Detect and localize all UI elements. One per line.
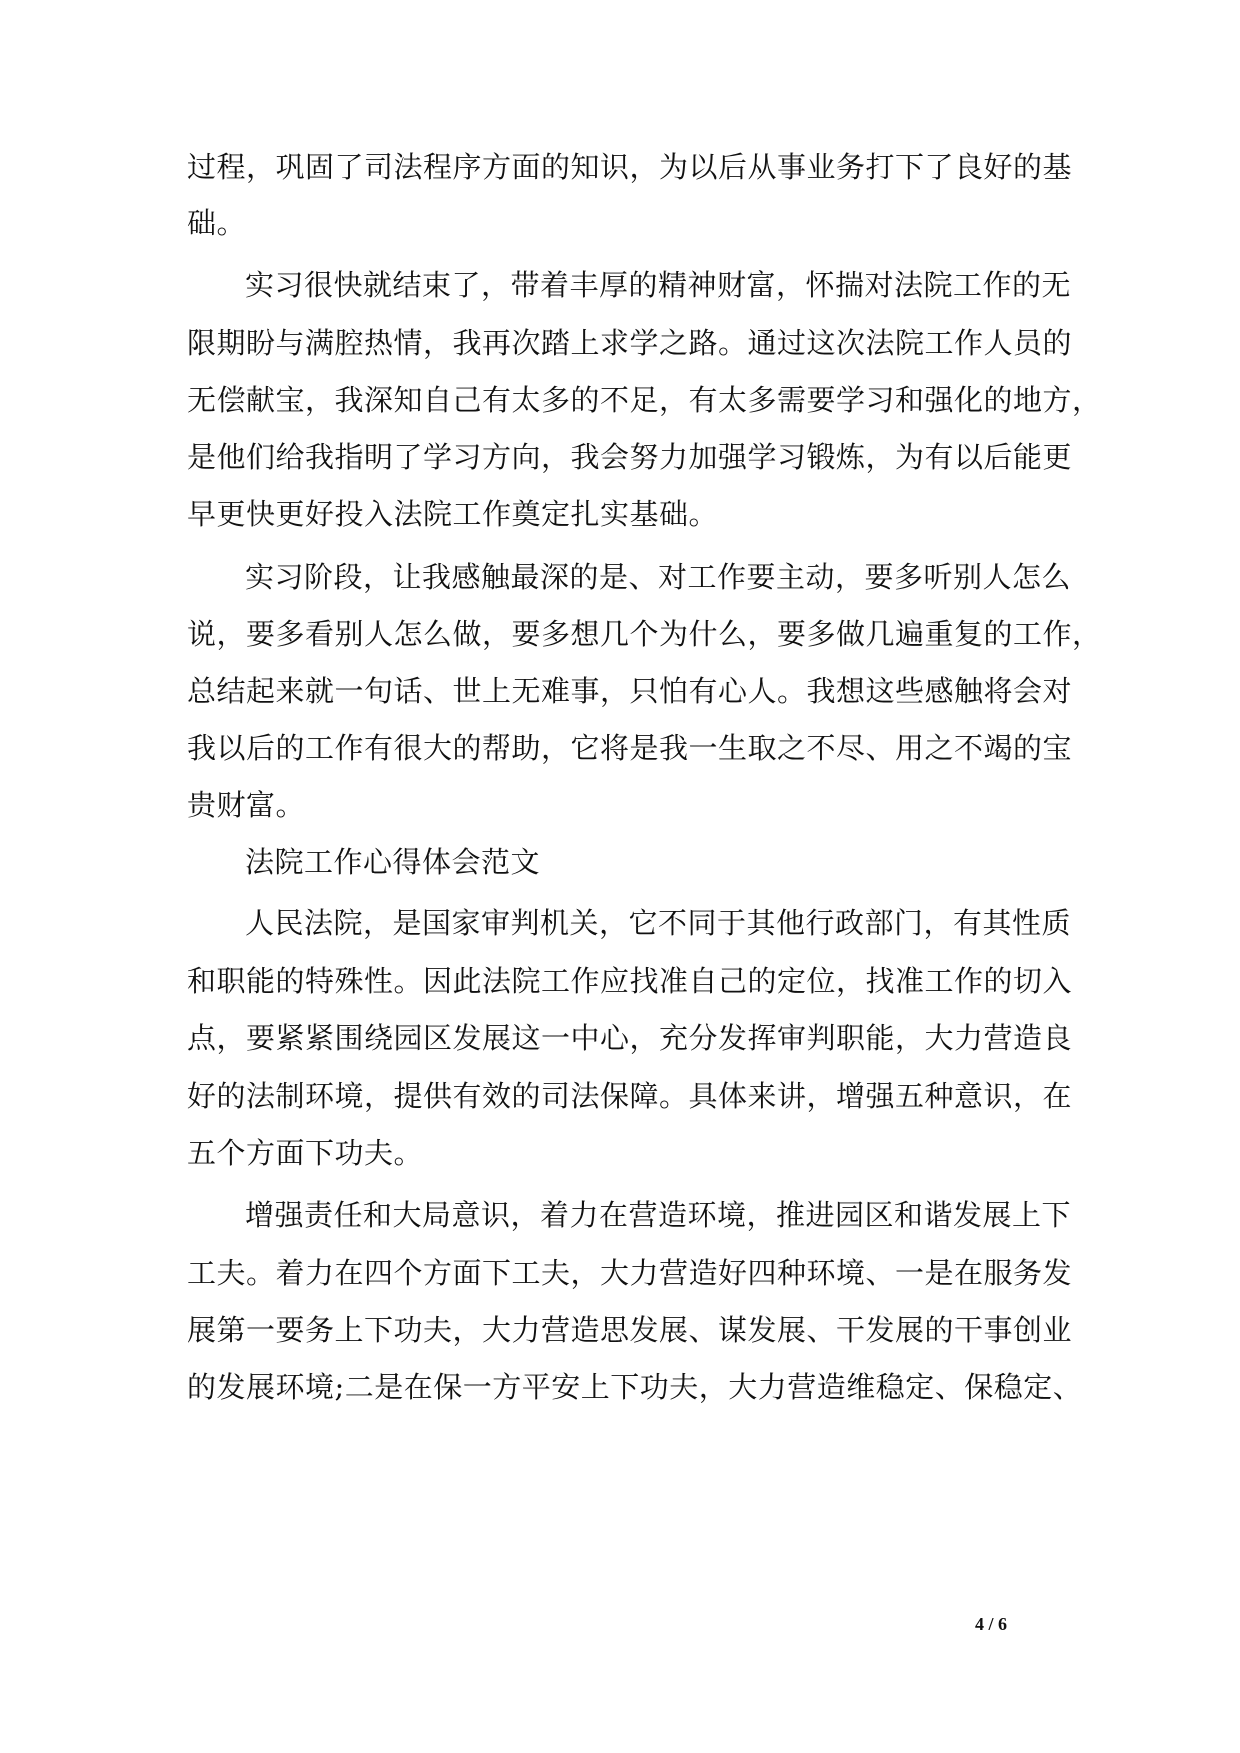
text-line: 好的法制环境，提供有效的司法保障。具体来讲，增强五种意识，在	[187, 1079, 1073, 1113]
paragraph-start: 增强责任和大局意识，着力在营造环境，推进园区和谐发展上下	[245, 1198, 1072, 1232]
text-line: 五个方面下功夫。	[187, 1136, 424, 1170]
text-line: 说，要多看别人怎么做，要多想几个为什么，要多做几遍重复的工作，	[187, 617, 1102, 651]
text-line: 的发展环境;二是在保一方平安上下功夫，大力营造维稳定、保稳定、	[187, 1370, 1083, 1404]
page-number: 4 / 6	[975, 1614, 1008, 1634]
text-line: 总结起来就一句话、世上无难事，只怕有心人。我想这些感触将会对	[187, 674, 1073, 708]
text-line: 我以后的工作有很大的帮助，它将是我一生取之不尽、用之不竭的宝	[187, 731, 1073, 765]
paragraph-start: 人民法院，是国家审判机关，它不同于其他行政部门，有其性质	[245, 906, 1072, 940]
text-line: 础。	[187, 206, 247, 240]
text-line: 和职能的特殊性。因此法院工作应找准自己的定位，找准工作的切入	[187, 964, 1073, 998]
paragraph-start: 实习很快就结束了，带着丰厚的精神财富，怀揣对法院工作的无	[245, 268, 1072, 302]
section-heading: 法院工作心得体会范文	[245, 845, 541, 879]
text-line: 过程，巩固了司法程序方面的知识，为以后从事业务打下了良好的基	[187, 150, 1073, 184]
text-line: 限期盼与满腔热情，我再次踏上求学之路。通过这次法院工作人员的	[187, 326, 1073, 360]
text-line: 工夫。着力在四个方面下工夫，大力营造好四种环境、一是在服务发	[187, 1256, 1073, 1290]
text-line: 展第一要务上下功夫，大力营造思发展、谋发展、干发展的干事创业	[187, 1313, 1073, 1347]
text-line: 贵财富。	[187, 788, 306, 822]
paragraph-start: 实习阶段，让我感触最深的是、对工作要主动，要多听别人怎么	[245, 560, 1072, 594]
text-line: 早更快更好投入法院工作奠定扎实基础。	[187, 497, 719, 531]
text-line: 是他们给我指明了学习方向，我会努力加强学习锻炼，为有以后能更	[187, 440, 1073, 474]
text-line: 无偿献宝，我深知自己有太多的不足，有太多需要学习和强化的地方，	[187, 383, 1102, 417]
text-line: 点，要紧紧围绕园区发展这一中心，充分发挥审判职能，大力营造良	[187, 1021, 1073, 1055]
